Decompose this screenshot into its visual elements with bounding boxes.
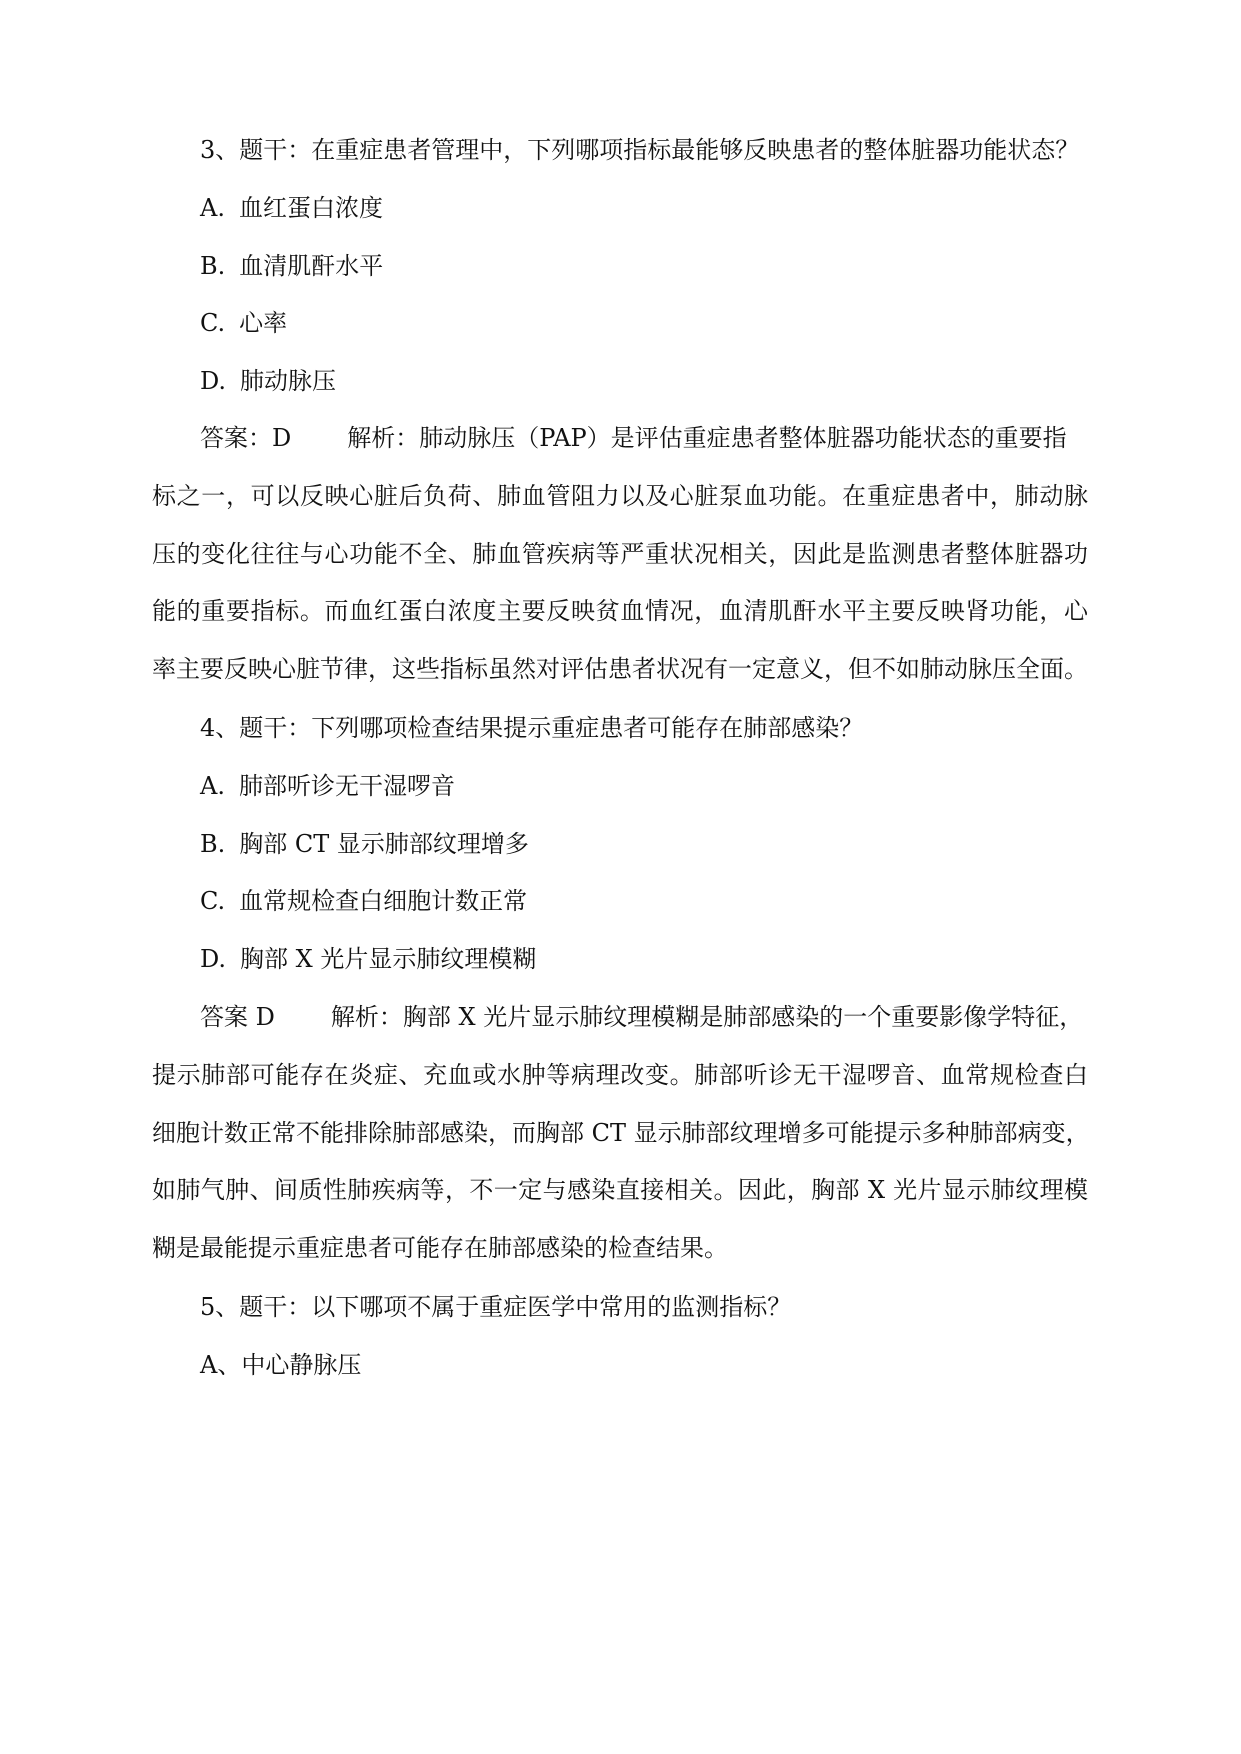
analysis-text: 解析：胸部 X 光片显示肺纹理模糊是肺部感染的一个重要影像学特征， [330,1003,1084,1031]
option-text: 血红蛋白浓度 [238,194,383,222]
question-4-analysis-line: 如肺气肿、间质性肺疾病等，不一定与感染直接相关。因此，胸部 X 光片显示肺纹理模 [152,1176,1088,1204]
question-4-analysis-line: 糊是最能提示重症患者可能存在肺部感染的检查结果。 [152,1234,728,1262]
question-3-option-d [200,364,336,398]
option-text: 血常规检查白细胞计数正常 [239,887,528,915]
option-text: 胸部 X 光片显示肺纹理模糊 [240,945,537,973]
question-3-stem: 3、题干：在重症患者管理中，下列哪项指标最能够反映患者的整体脏器功能状态？ [200,136,1080,164]
question-3-option-c [200,306,287,340]
option-letter: B. [200,830,226,858]
question-5-stem: 5、题干：以下哪项不属于重症医学中常用的监测指标？ [200,1293,792,1321]
question-3-analysis-line: 能的重要指标。而血红蛋白浓度主要反映贫血情况，血清肌酐水平主要反映肾功能，心 [152,597,1088,625]
option-letter: A. [200,194,225,222]
option-letter: C. [200,887,226,915]
answer-label: 答案：D [200,424,292,452]
option-text: 肺部听诊无干湿啰音 [238,772,455,800]
question-4-option-a [200,769,455,803]
option-text: 心率 [239,309,288,337]
question-4-option-d [200,942,536,976]
question-4-analysis-line: 提示肺部可能存在炎症、充血或水肿等病理改变。肺部听诊无干湿啰音、血常规检查白 [152,1061,1088,1089]
question-4-option-c [200,884,527,918]
question-3-option-b [200,249,383,283]
option-text: 肺动脉压 [240,367,337,395]
question-3-analysis-line: 率主要反映心脏节律，这些指标虽然对评估患者状况有一定意义，但不如肺动脉压全面。 [152,655,1088,683]
question-3-analysis-line: 压的变化往往与心功能不全、肺血管疾病等严重状况相关，因此是监测患者整体脏器功 [152,540,1088,568]
option-letter: A. [200,772,225,800]
option-letter: C. [200,309,226,337]
option-letter: D. [200,367,227,395]
question-3-answer-line [200,421,1067,455]
question-5-option-a: A、中心静脉压 [200,1351,362,1379]
question-4-answer-line [200,1000,1083,1034]
option-letter: B. [200,252,226,280]
option-letter: D. [200,945,227,973]
answer-label: 答案 D [200,1003,275,1031]
question-4-option-b [200,827,529,861]
question-4-stem: 4、题干：下列哪项检查结果提示重症患者可能存在肺部感染？ [200,714,864,742]
analysis-text: 解析：肺动脉压（PAP）是评估重症患者整体脏器功能状态的重要指 [347,424,1067,452]
question-3-option-a [200,191,383,225]
question-4-analysis-line: 细胞计数正常不能排除肺部感染，而胸部 CT 显示肺部纹理增多可能提示多种肺部病变， [152,1119,1090,1147]
question-3-analysis-line: 标之一，可以反映心脏后负荷、肺血管阻力以及心脏泵血功能。在重症患者中，肺动脉 [152,482,1088,510]
option-text: 胸部 CT 显示肺部纹理增多 [239,830,529,858]
option-text: 血清肌酐水平 [239,252,384,280]
